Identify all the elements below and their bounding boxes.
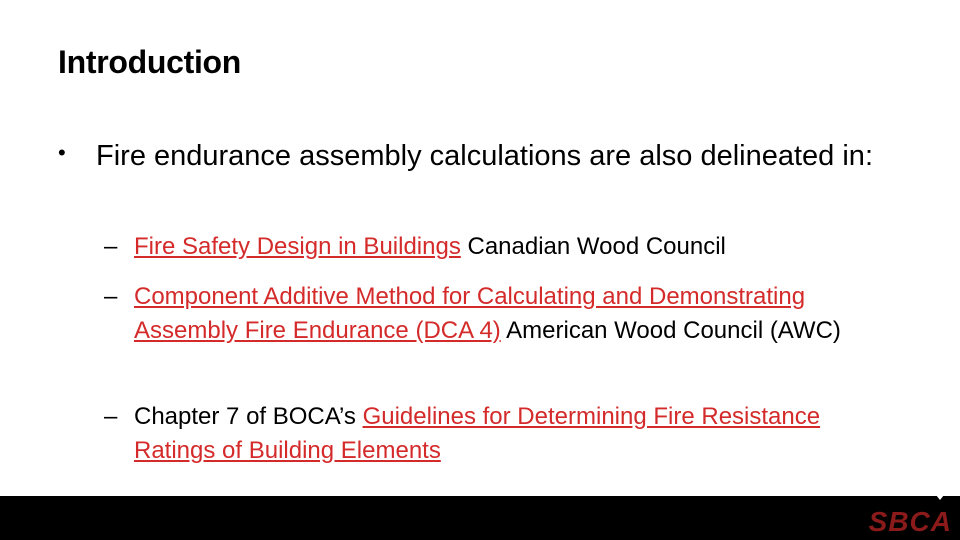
sub-item-suffix: American Wood Council (AWC) (500, 317, 841, 344)
footer-bar (0, 496, 960, 540)
dash-icon: – (104, 403, 118, 430)
dash-icon: – (104, 283, 118, 310)
bullet-icon: • (58, 140, 66, 165)
link-boca-guidelines[interactable]: Guidelines for Determining Fire Resistance Ratings of Building Elements (134, 403, 821, 464)
link-fire-safety-design[interactable]: Fire Safety Design in Buildings (134, 233, 461, 260)
footer-notch-icon (932, 490, 948, 500)
sub-item-prefix: Chapter 7 of BOCA’s (134, 403, 363, 430)
sbca-logo: SBCA (868, 506, 952, 537)
sub-item-suffix: Canadian Wood Council (460, 233, 726, 260)
slide-title: Introduction (58, 44, 242, 80)
link-component-additive-method[interactable]: Component Additive Method for Calculating and Demonstrating Assembly Fire Endurance (DCA 4) (134, 283, 806, 344)
dash-icon: – (104, 233, 118, 260)
bullet-text: Fire endurance assembly calculations are also delineated in: (96, 140, 873, 172)
